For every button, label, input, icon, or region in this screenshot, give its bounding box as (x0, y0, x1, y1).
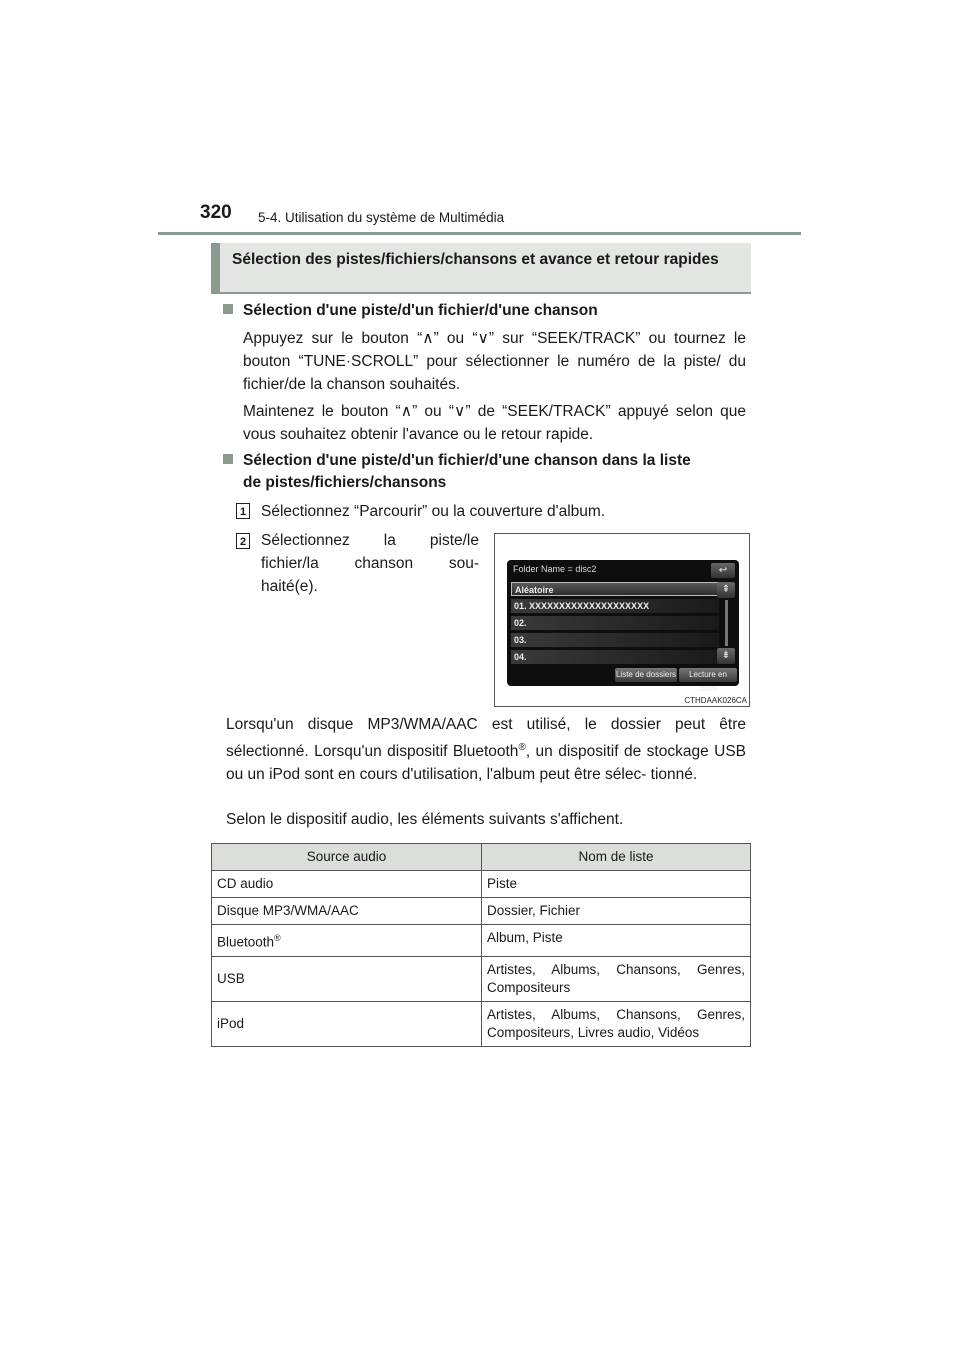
body-paragraph-2: Selon le dispositif audio, les éléments suivants s'affichent. (226, 811, 624, 828)
square-bullet-icon (223, 304, 233, 314)
table-cell: Album, Piste (482, 925, 751, 957)
page-number: 320 (200, 202, 232, 223)
scroll-down-icon[interactable]: ⇟ (717, 648, 735, 664)
table-cell: CD audio (212, 871, 482, 898)
folder-label: Folder Name (513, 564, 566, 574)
step-2-line-1: Sélectionnez la piste/le (261, 532, 479, 549)
now-playing-button[interactable]: Lecture en cours (679, 668, 737, 682)
table-row (212, 925, 751, 957)
scrollbar[interactable] (725, 600, 728, 646)
table-cell: Artistes, Albums, Chansons, Genres, Compositeurs, Livres audio, Vidéos (482, 1001, 751, 1046)
registered-mark: ® (518, 742, 526, 753)
step-2-line-2: fichier/la chanson sou- (261, 555, 479, 572)
section-heading-box (211, 243, 751, 294)
bluetooth-label: Bluetooth (217, 934, 275, 950)
column-header: Nom de liste (482, 844, 751, 871)
subsection-1-title: Sélection d'une piste/d'un fichier/d'une chanson (243, 302, 598, 319)
body-paragraph-1-part-2: , un dispositif de stockage USB ou un iPod sont en cours d'utilisation, l'album peut être sélec- tionné. (226, 743, 746, 784)
step-1-number: 1 (236, 503, 250, 519)
step-1-text: Sélectionnez “Parcourir” ou la couverture d'album. (261, 503, 606, 520)
column-header: Source audio (212, 844, 482, 871)
subsection-2-title-line2: de pistes/fichiers/chansons (243, 474, 447, 491)
list-item[interactable]: 03. (511, 633, 719, 647)
body-paragraph-1 (226, 713, 746, 786)
table-row (212, 1001, 751, 1046)
table-cell: Disque MP3/WMA/AAC (212, 898, 482, 925)
square-bullet-icon (223, 454, 233, 464)
subsection-1-paragraph-1: Appuyez sur le bouton “∧” ou “∨” sur “SEEK/TRACK” ou tournez le bouton “TUNE·SCROLL” pour sélectionner le numéro de la piste/ du fichier/de la chanson souhaités. (243, 330, 746, 393)
scroll-up-icon[interactable]: ⇞ (717, 582, 735, 598)
subsection-2-title-line1: Sélection d'une piste/d'un fichier/d'une chanson dans la liste (243, 452, 691, 469)
screen-illustration (494, 533, 750, 707)
table-cell: USB (212, 956, 482, 1001)
subsection-1-heading (223, 300, 598, 322)
folder-list-button[interactable]: Liste de dossiers (615, 668, 677, 682)
table-header-row (212, 844, 751, 871)
list-item[interactable]: 02. (511, 616, 719, 630)
section-heading: Sélection des pistes/fichiers/chansons et avance et retour rapides (232, 251, 719, 268)
body-paragraph-1-part-1: Lorsqu'un disque MP3/WMA/AAC est utilisé, le dossier peut être sélectionné. Lorsqu'un dispositif Bluetooth (226, 716, 746, 761)
table-row (212, 898, 751, 925)
subsection-2-heading (223, 450, 747, 494)
equals-sign: = (567, 564, 576, 574)
audio-source-table (211, 843, 751, 1047)
section-header: 5-4. Utilisation du système de Multimédia (258, 210, 505, 225)
list-item-random[interactable]: Aléatoire (511, 582, 719, 596)
table-cell: Artistes, Albums, Chansons, Genres, Compositeurs (482, 956, 751, 1001)
table-cell: Piste (482, 871, 751, 898)
folder-value: disc2 (575, 564, 597, 574)
subsection-1-paragraph-2: Maintenez le bouton “∧” ou “∨” de “SEEK/TRACK” appuyé selon que vous souhaitez obtenir l'avance ou le retour rapide. (243, 403, 746, 443)
step-2-number: 2 (236, 533, 250, 549)
registered-mark: ® (274, 933, 281, 943)
image-caption: CTHDAAK026CA (684, 696, 747, 705)
step-2-line-3: haité(e). (261, 578, 318, 595)
folder-name-label (513, 564, 596, 574)
header-rule (158, 232, 801, 235)
table-cell: Dossier, Fichier (482, 898, 751, 925)
step-2-text (261, 529, 479, 598)
back-icon[interactable]: ↩ (711, 563, 735, 578)
table-cell (212, 925, 482, 957)
multimedia-screen (507, 560, 739, 693)
list-item[interactable]: 01. XXXXXXXXXXXXXXXXXXXX (511, 599, 719, 613)
table-row (212, 956, 751, 1001)
list-item[interactable]: 04. (511, 650, 719, 664)
table-row (212, 871, 751, 898)
table-cell: iPod (212, 1001, 482, 1046)
